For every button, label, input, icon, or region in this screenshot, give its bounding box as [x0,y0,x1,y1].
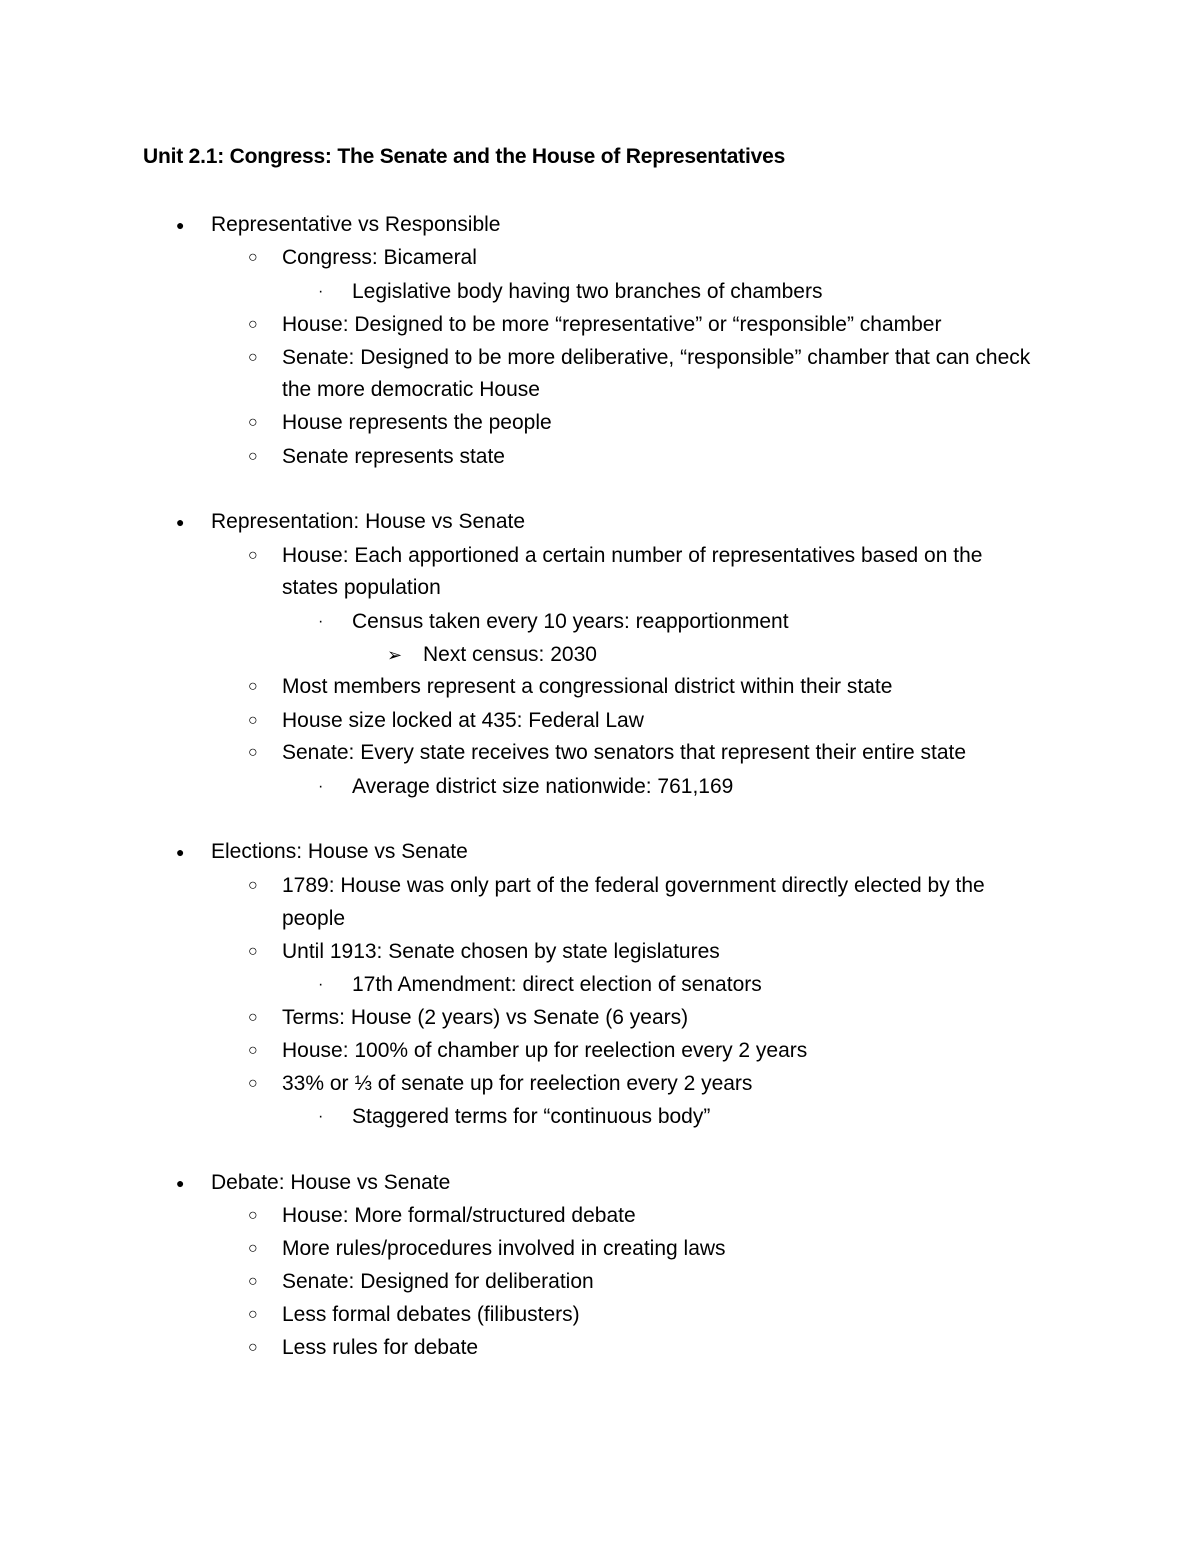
list-item: Legislative body having two branches of chambers [352,280,823,303]
list-item: 17th Amendment: direct election of senators [352,973,762,996]
bullet-level3: · [318,778,324,795]
bullet-level2: ○ [248,1273,258,1290]
list-item: 1789: House was only part of the federal government directly elected by the [282,874,985,897]
bullet-level2: ○ [248,349,258,366]
bullet-level1: ● [176,514,185,530]
list-item: Most members represent a congressional district within their state [282,675,893,698]
list-item: More rules/procedures involved in creating laws [282,1237,726,1260]
list-item-continuation: the more democratic House [282,378,540,401]
list-item: Census taken every 10 years: reapportionment [352,610,789,633]
list-item: House: Designed to be more “representative” or “responsible” chamber [282,313,942,336]
section-heading: Representation: House vs Senate [211,510,526,533]
bullet-level2: ○ [248,316,258,333]
bullet-level2: ○ [248,547,258,564]
bullet-level2: ○ [248,744,258,761]
list-item: House represents the people [282,411,552,434]
list-item: Congress: Bicameral [282,246,477,269]
list-item: Senate: Every state receives two senators that represent their entire state [282,741,967,764]
list-item: Next census: 2030 [423,643,597,666]
bullet-level3: · [318,976,324,993]
bullet-level2: ○ [248,712,258,729]
bullet-level2: ○ [248,1306,258,1323]
bullet-level2: ○ [248,678,258,695]
bullet-level1: ● [176,217,185,233]
bullet-level2: ○ [248,1339,258,1356]
bullet-level3: · [318,613,324,630]
list-item: Less rules for debate [282,1336,479,1359]
list-item: House: More formal/structured debate [282,1204,636,1227]
list-item: Staggered terms for “continuous body” [352,1105,711,1128]
bullet-level2: ○ [248,1207,258,1224]
section-heading: Debate: House vs Senate [211,1171,451,1194]
section-heading: Elections: House vs Senate [211,840,468,863]
bullet-level3: · [318,1108,324,1125]
list-item: Until 1913: Senate chosen by state legislatures [282,940,720,963]
bullet-level2: ○ [248,1240,258,1257]
bullet-level1: ● [176,1175,185,1191]
list-item: Less formal debates (filibusters) [282,1303,580,1326]
bullet-level2: ○ [248,877,258,894]
list-item: 33% or ⅓ of senate up for reelection every 2 years [282,1072,753,1095]
list-item-continuation: people [282,907,346,930]
list-item: House size locked at 435: Federal Law [282,709,644,732]
bullet-level4: ➢ [387,645,403,665]
list-item: Senate: Designed to be more deliberative, “responsible” chamber that can check [282,346,1031,369]
list-item: Senate represents state [282,445,505,468]
bullet-level3: · [318,283,324,300]
list-item: House: 100% of chamber up for reelection every 2 years [282,1039,808,1062]
bullet-level2: ○ [248,249,258,266]
list-item: Senate: Designed for deliberation [282,1270,594,1293]
page-title: Unit 2.1: Congress: The Senate and the House of Representatives [143,145,786,168]
bullet-level1: ● [176,844,185,860]
bullet-level2: ○ [248,414,258,431]
bullet-level2: ○ [248,943,258,960]
bullet-level2: ○ [248,1075,258,1092]
section-heading: Representative vs Responsible [211,213,501,236]
list-item: House: Each apportioned a certain number of representatives based on the [282,544,983,567]
list-item-continuation: states population [282,576,441,599]
bullet-level2: ○ [248,1042,258,1059]
list-item: Average district size nationwide: 761,169 [352,775,734,798]
bullet-level2: ○ [248,448,258,465]
bullet-level2: ○ [248,1009,258,1026]
list-item: Terms: House (2 years) vs Senate (6 years) [282,1006,689,1029]
